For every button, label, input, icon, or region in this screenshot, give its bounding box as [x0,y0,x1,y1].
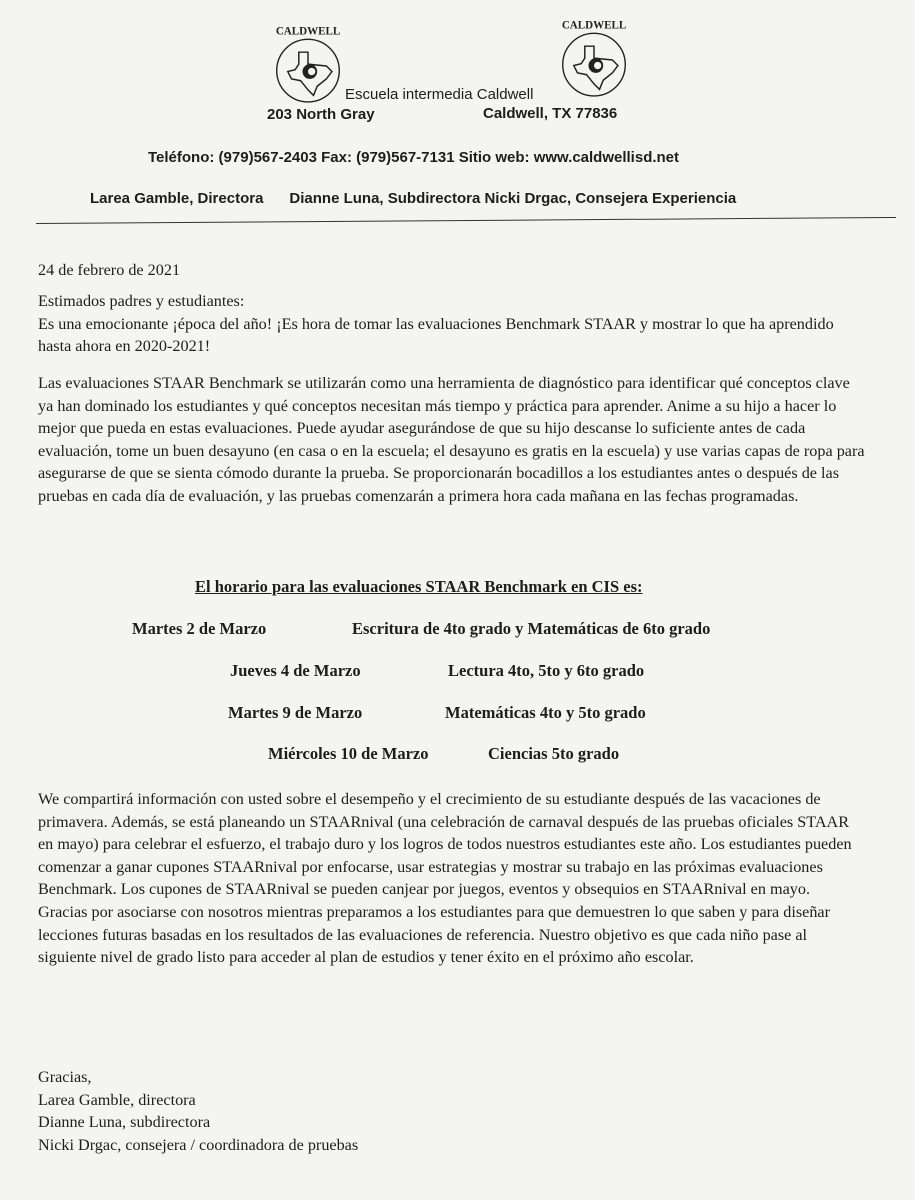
schedule-date: Martes 9 de Marzo [228,703,363,722]
schedule-subject: Escritura de 4to grado y Matemáticas de 6to grado [352,619,711,638]
address-street: 203 North Gray [267,106,375,123]
texas-logo-icon [548,14,640,106]
schedule-subject: Matemáticas 4to y 5to grado [445,703,646,722]
schedule-date: Jueves 4 de Marzo [230,661,361,680]
schedule-title: El horario para las evaluaciones STAAR Benchmark en CIS es: [195,577,643,596]
svg-text:CALDWELL: CALDWELL [561,19,627,32]
staff-others: Dianne Luna, Subdirectora Nicki Drgac, Consejera Experiencia [289,190,737,207]
staff-principal: Larea Gamble, Directora [90,190,264,207]
closing-block [38,1066,868,1156]
schedule-date: Miércoles 10 de Marzo [268,744,429,763]
staff-line [90,190,736,207]
signature-line: Larea Gamble, directora [38,1090,196,1109]
greeting: Estimados padres y estudiantes: [38,292,245,310]
paragraph-2: We compartirá información con usted sobre el desempeño y el crecimiento de su estudiante después de las vacaciones de primavera. Además, se está planeando un STAARnival (una celebración de carnaval después de las pruebas oficiales STAAR en mayo) para celebrar el esfuerzo, el trabajo duro y los logros de todos nuestros estudiantes este año. Los estudiantes pueden comenzar a ganar cupones STAARnival por enfocarse, usar estrategias y mostrar su trabajo en las próximas evaluaciones Benchmark. Los cupones de STAARnival se pueden canjear por juegos, eventos y obsequios en STAARnival en mayo. [38,790,852,899]
schedule-subject: Lectura 4to, 5to y 6to grado [448,661,645,680]
header-divider [36,217,896,224]
signature-line: Dianne Luna, subdirectora [38,1113,211,1132]
paragraph-3: Gracias por asociarse con nosotros mientras preparamos a los estudiantes para que demuestren lo que saben y para diseñar lecciones futuras basadas en los resultados de las evaluaciones de referencia. Nuestro objetivo es que cada niño pase al siguiente nivel de grado listo para acceder al plan de estudios y tener éxito en el próximo año escolar. [38,902,831,967]
caldwell-logo-left [262,20,354,112]
paragraph-diagnostic [38,372,868,508]
svg-text:CALDWELL: CALDWELL [275,25,341,38]
paragraph-staarnival-block [38,788,868,969]
closing: Gracias, [38,1068,92,1086]
paragraph-1: Las evaluaciones STAAR Benchmark se utilizarán como una herramienta de diagnóstico para identificar qué conceptos clave ya han dominado los estudiantes y qué conceptos necesitan más tiempo y práctica para aprender. Anime a su hijo a hacer lo mejor que pueda en estas evaluaciones. Puede ayudar asegurándose de que su hijo descanse lo suficiente antes de cada evaluación, tome un buen desayuno (en casa o en la escuela; el desayuno es gratis en la escuela) y use varias capas de ropa para asegurarse de que se sienta cómodo durante la prueba. Se proporcionarán bocadillos a los estudiantes antes o después de las pruebas en cada día de evaluación, y las pruebas comenzarán a primera hora cada mañana en las fechas programadas. [38,374,865,505]
address-city: Caldwell, TX 77836 [483,105,618,122]
signature-line: Nicki Drgac, consejera / coordinadora de pruebas [38,1135,359,1154]
letter-date: 24 de febrero de 2021 [38,261,181,279]
school-name: Escuela intermedia Caldwell [345,86,534,103]
contact-line: Teléfono: (979)567-2403 Fax: (979)567-7131 Sitio web: www.caldwellisd.net [148,149,680,166]
schedule-subject: Ciencias 5to grado [488,744,620,763]
texas-logo-icon [262,20,354,112]
intro-block [38,290,868,358]
schedule-date: Martes 2 de Marzo [132,619,267,638]
intro-paragraph: Es una emocionante ¡época del año! ¡Es hora de tomar las evaluaciones Benchmark STAAR y mostrar lo que ha aprendido hasta ahora en 2020-2021! [38,314,834,356]
caldwell-logo-right [548,14,640,106]
